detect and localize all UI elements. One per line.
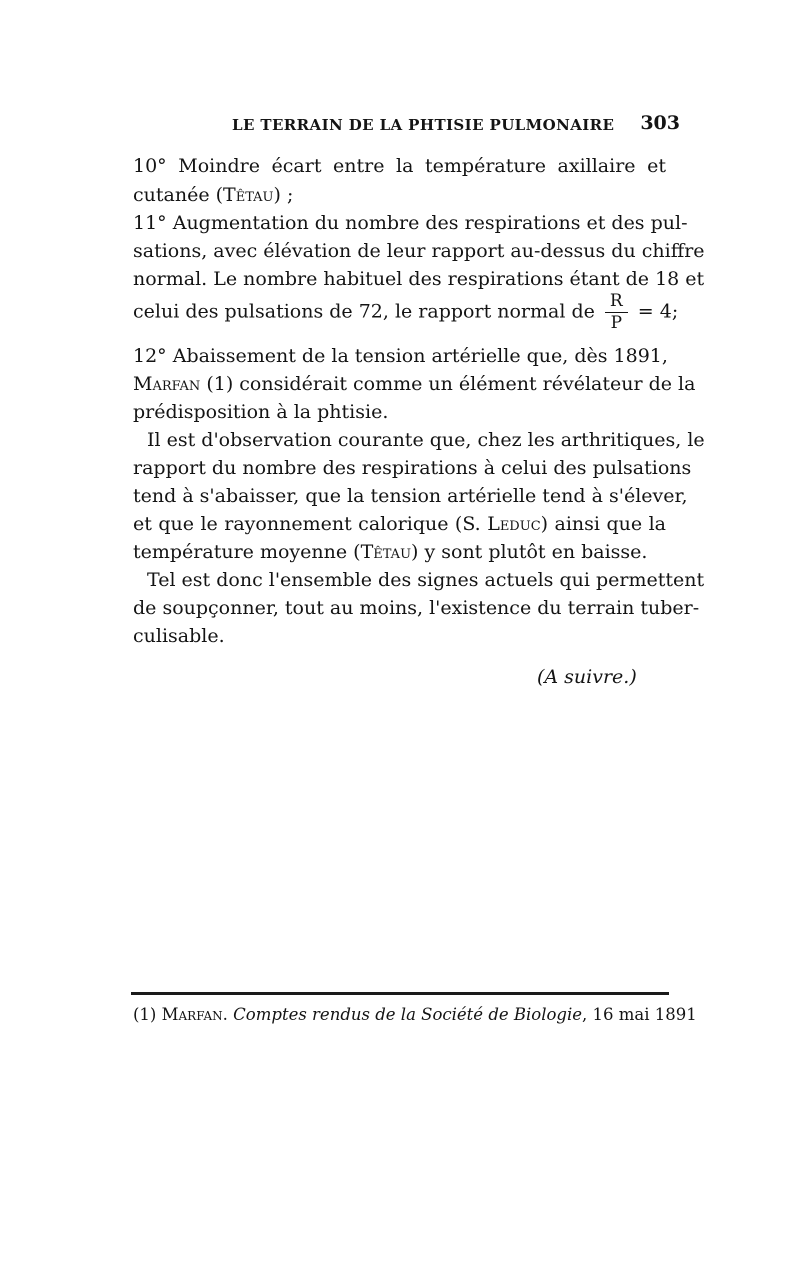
ratio-fraction [605,293,628,332]
running-title: LE TERRAIN DE LA PHTISIE PULMONAIRE [232,116,615,134]
text-line: cutanée (Têtau) ; [133,184,294,206]
text-line: Tel est donc l'ensemble des signes actuels qui permettent [147,569,705,591]
text-line: et que le rayonnement calorique (S. Leduc) ainsi que la [133,513,666,535]
fraction-numerator: R [605,293,628,313]
text-line: Marfan (1) considérait comme un élément révélateur de la [133,373,696,395]
text-line: tend à s'abaisser, que la tension artérielle tend à s'élever, [133,485,688,507]
text-line: 10° Moindre écart entre la température axillaire et [133,155,666,177]
footnote-divider [131,992,669,995]
text-line: prédisposition à la phtisie. [133,401,389,423]
footnote-author: Marfan [161,1005,223,1024]
text-line: 11° Augmentation du nombre des respirations et des pul- [133,212,688,234]
author-name: Marfan [133,373,201,395]
text-line: culisable. [133,625,225,647]
text-line: 12° Abaissement de la tension artérielle que, dès 1891, [133,345,668,367]
author-name: Têtau [360,541,412,563]
author-name: Têtau [223,184,274,206]
text-line: Il est d'observation courante que, chez les arthritiques, le [147,429,705,451]
author-name: Leduc [487,513,541,535]
text-line: sations, avec élévation de leur rapport au-dessus du chiffre [133,240,705,262]
page-number: 303 [640,112,680,134]
continuation-note: (A suivre.) [537,666,637,688]
footnote-source-title: Comptes rendus de la Société de Biologie [233,1005,583,1024]
footnote: (1) Marfan. Comptes rendus de la Société de Biologie, 16 mai 1891 [133,1005,697,1024]
formula-line: celui des pulsations de 72, le rapport normal de $\frac{R}{P}$ = 4; [133,291,679,333]
text-line: température moyenne (Têtau) y sont plutôt en baisse. [133,541,648,563]
text-line: de soupçonner, tout au moins, l'existence du terrain tuber- [133,597,700,619]
fraction-denominator: P [610,313,623,333]
text-line: normal. Le nombre habituel des respirations étant de 18 et [133,268,705,290]
text-line: rapport du nombre des respirations à celui des pulsations [133,457,692,479]
